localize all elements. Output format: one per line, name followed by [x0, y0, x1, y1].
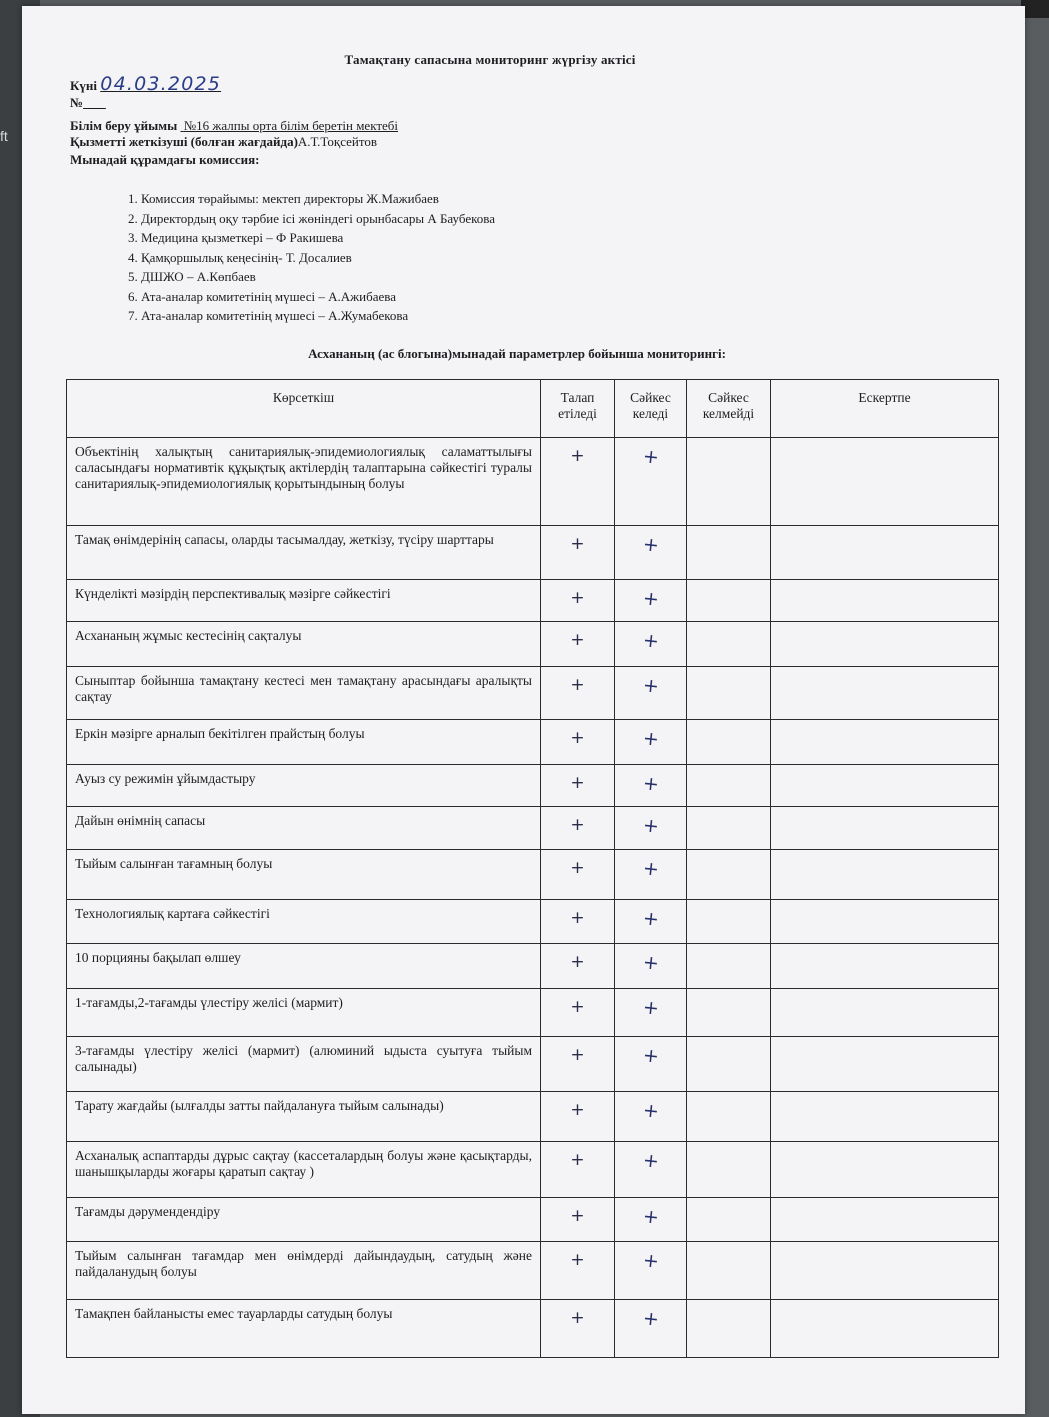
commission-member: 2. Директордың оқу тәрбие ісі жөніндегі орынбасары А Баубекова	[128, 210, 495, 226]
background-text-fragment: ft	[0, 128, 8, 144]
note-cell	[771, 807, 999, 850]
compliant-cell	[615, 1092, 687, 1142]
plus-mark: +	[570, 1206, 585, 1226]
compliant-cell	[615, 1300, 687, 1358]
compliant-cell	[615, 720, 687, 765]
table-row	[67, 438, 999, 526]
compliant-cell	[615, 900, 687, 944]
check-mark: +	[641, 727, 660, 751]
document-page	[22, 6, 1025, 1414]
plus-mark: +	[570, 675, 585, 695]
indicator-cell: Сыныптар бойынша тамақтану кестесі мен тамақтану арасындағы аралықты сақтау	[67, 667, 541, 720]
indicator-cell: Дайын өнімнің сапасы	[67, 807, 541, 850]
plus-mark: +	[570, 1308, 585, 1328]
indicator-cell: Асханалық аспаптарды дұрыс сақтау (кассеталардың болуы және қасықтарды, шанышқыларды жоғары қаратып сақтау )	[67, 1142, 541, 1198]
note-cell	[771, 944, 999, 989]
required-cell	[541, 1242, 615, 1300]
plus-mark: +	[570, 773, 585, 793]
plus-mark: +	[570, 1045, 585, 1065]
required-cell	[541, 580, 615, 622]
header-indicator: Көрсеткіш	[67, 380, 541, 438]
check-mark: +	[641, 1149, 660, 1173]
note-cell	[771, 720, 999, 765]
check-mark: +	[641, 445, 660, 469]
required-cell	[541, 438, 615, 526]
required-cell	[541, 1198, 615, 1242]
table-row	[67, 1142, 999, 1198]
noncompliant-cell	[687, 765, 771, 807]
plus-mark: +	[570, 728, 585, 748]
required-cell	[541, 1300, 615, 1358]
check-mark: +	[641, 951, 660, 975]
noncompliant-cell	[687, 1198, 771, 1242]
indicator-cell: Тарату жағдайы (ылғалды затты пайдалануға тыйым салынады)	[67, 1092, 541, 1142]
indicator-cell: 1-тағамды,2-тағамды үлестіру желісі (мармит)	[67, 989, 541, 1037]
noncompliant-cell	[687, 720, 771, 765]
school-value: №16 жалпы орта білім беретін мектебі	[183, 118, 399, 133]
table-row	[67, 765, 999, 807]
compliant-cell	[615, 1242, 687, 1300]
note-cell	[771, 622, 999, 667]
required-cell	[541, 900, 615, 944]
commission-member: 6. Ата-аналар комитетінің мүшесі – А.Ажибаева	[128, 288, 396, 304]
note-cell	[771, 900, 999, 944]
commission-member: 3. Медицина қызметкері – Ф Ракишева	[128, 230, 344, 245]
indicator-cell: Технологиялық картаға сәйкестігі	[67, 900, 541, 944]
noncompliant-cell	[687, 850, 771, 900]
compliant-cell	[615, 622, 687, 667]
plus-mark: +	[570, 997, 585, 1017]
indicator-cell: Ауыз су режимін ұйымдастыру	[67, 765, 541, 807]
required-cell	[541, 667, 615, 720]
plus-mark: +	[570, 588, 585, 608]
plus-mark: +	[570, 858, 585, 878]
check-mark: +	[641, 629, 660, 653]
check-mark: +	[641, 1044, 660, 1068]
school-label: Білім беру ұйымы	[70, 118, 178, 133]
noncompliant-cell	[687, 438, 771, 526]
table-row	[67, 1092, 999, 1142]
indicator-cell: Тыйым салынған тағамның болуы	[67, 850, 541, 900]
note-cell	[771, 1242, 999, 1300]
table-header-row	[67, 380, 999, 438]
noncompliant-cell	[687, 1092, 771, 1142]
indicator-cell: Объектінің халықтың санитариялық-эпидемиологиялық саламаттылығы саласындағы нормативтік құқықтық актілердің талаптарына сәйкестігі туралы санитариялық-эпидемиологиялық қорытындының болуы	[67, 438, 541, 526]
noncompliant-cell	[687, 1037, 771, 1092]
table-row	[67, 807, 999, 850]
document-title: Тамақтану сапасына мониторинг жүргізу актісі	[344, 52, 636, 67]
commission-member: 1. Комиссия төрайымы: мектеп директоры Ж.Мажибаев	[128, 191, 439, 206]
header-required: Талап етіледі	[541, 380, 615, 438]
noncompliant-cell	[687, 989, 771, 1037]
table-row	[67, 850, 999, 900]
note-cell	[771, 1037, 999, 1092]
noncompliant-cell	[687, 900, 771, 944]
note-cell	[771, 667, 999, 720]
note-cell	[771, 989, 999, 1037]
check-mark: +	[641, 814, 660, 838]
header-note: Ескертпе	[771, 380, 999, 438]
plus-mark: +	[570, 1150, 585, 1170]
table-row	[67, 1198, 999, 1242]
required-cell	[541, 989, 615, 1037]
check-mark: +	[641, 996, 660, 1020]
table-row	[67, 944, 999, 989]
required-cell	[541, 944, 615, 989]
plus-mark: +	[570, 1250, 585, 1270]
noncompliant-cell	[687, 580, 771, 622]
compliant-cell	[615, 526, 687, 580]
compliant-cell	[615, 807, 687, 850]
note-cell	[771, 1198, 999, 1242]
plus-mark: +	[570, 1100, 585, 1120]
required-cell	[541, 1092, 615, 1142]
noncompliant-cell	[687, 944, 771, 989]
table-row	[67, 526, 999, 580]
indicator-cell: 3-тағамды үлестіру желісі (мармит) (алюминий ыдыста суытуға тыйым салынады)	[67, 1037, 541, 1092]
table-row	[67, 1300, 999, 1358]
header-compliant: Сәйкес келеді	[615, 380, 687, 438]
plus-mark: +	[570, 815, 585, 835]
indicator-cell: Тамақпен байланысты емес тауарларды сатудың болуы	[67, 1300, 541, 1358]
noncompliant-cell	[687, 622, 771, 667]
indicator-cell: Күнделікті мәзірдің перспективалық мәзірге сәйкестігі	[67, 580, 541, 622]
compliant-cell	[615, 1142, 687, 1198]
table-row	[67, 720, 999, 765]
note-cell	[771, 850, 999, 900]
check-mark: +	[641, 1249, 660, 1273]
compliant-cell	[615, 667, 687, 720]
compliant-cell	[615, 580, 687, 622]
compliant-cell	[615, 944, 687, 989]
note-cell	[771, 1092, 999, 1142]
plus-mark: +	[570, 908, 585, 928]
check-mark: +	[641, 857, 660, 881]
note-cell	[771, 580, 999, 622]
compliant-cell	[615, 989, 687, 1037]
check-mark: +	[641, 674, 660, 698]
date-label: Күні	[70, 78, 98, 93]
date-line	[70, 73, 222, 95]
required-cell	[541, 622, 615, 667]
table-row	[67, 622, 999, 667]
required-cell	[541, 1142, 615, 1198]
required-cell	[541, 1037, 615, 1092]
indicator-cell: Тамақ өнімдерінің сапасы, оларды тасымалдау, жеткізу, түсіру шарттары	[67, 526, 541, 580]
table-row	[67, 1037, 999, 1092]
check-mark: +	[641, 1099, 660, 1123]
noncompliant-cell	[687, 1300, 771, 1358]
number-label: №	[70, 95, 84, 110]
noncompliant-cell	[687, 667, 771, 720]
header-noncompliant: Сәйкес келмейді	[687, 380, 771, 438]
commission-members	[128, 189, 495, 326]
supplier-line	[70, 134, 377, 150]
monitoring-subtitle: Асхананың (ас блогына)мынадай параметрлер бойынша мониторингі:	[308, 346, 726, 361]
supplier-value: А.Т.Тоқсейтов	[297, 134, 378, 149]
required-cell	[541, 765, 615, 807]
note-cell	[771, 1300, 999, 1358]
compliant-cell	[615, 850, 687, 900]
check-mark: +	[641, 587, 660, 611]
required-cell	[541, 526, 615, 580]
noncompliant-cell	[687, 1242, 771, 1300]
compliant-cell	[615, 1037, 687, 1092]
noncompliant-cell	[687, 807, 771, 850]
commission-member: 4. Қамқоршылық кеңесінің- Т. Досалиев	[128, 249, 352, 265]
indicator-cell: Тыйым салынған тағамдар мен өнімдерді дайындаудың, сатудың және пайдаланудың болуы	[67, 1242, 541, 1300]
table-row	[67, 900, 999, 944]
supplier-label: Қызметті жеткізуші (болған жағдайда)	[70, 134, 298, 149]
indicator-cell: Еркін мәзірге арналып бекітілген прайстың болуы	[67, 720, 541, 765]
compliant-cell	[615, 1198, 687, 1242]
compliant-cell	[615, 438, 687, 526]
background-corner	[1021, 0, 1049, 18]
note-cell	[771, 765, 999, 807]
check-mark: +	[641, 907, 660, 931]
indicator-cell: Тағамды дәрумендендіру	[67, 1198, 541, 1242]
number-line	[70, 95, 106, 111]
table-row	[67, 580, 999, 622]
indicator-cell: 10 порцияны бақылап өлшеу	[67, 944, 541, 989]
commission-member: 7. Ата-аналар комитетінің мүшесі – А.Жумабекова	[128, 308, 409, 323]
plus-mark: +	[570, 952, 585, 972]
indicator-cell: Асхананың жұмыс кестесінің сақталуы	[67, 622, 541, 667]
required-cell	[541, 807, 615, 850]
plus-mark: +	[570, 446, 585, 466]
noncompliant-cell	[687, 526, 771, 580]
compliant-cell	[615, 765, 687, 807]
monitoring-table	[66, 379, 999, 1358]
noncompliant-cell	[687, 1142, 771, 1198]
check-mark: +	[641, 1205, 660, 1229]
table-row	[67, 667, 999, 720]
note-cell	[771, 438, 999, 526]
check-mark: +	[641, 533, 660, 557]
note-cell	[771, 526, 999, 580]
date-value: 04.03.2025	[100, 73, 222, 95]
plus-mark: +	[570, 534, 585, 554]
required-cell	[541, 850, 615, 900]
table-row	[67, 1242, 999, 1300]
table-row	[67, 989, 999, 1037]
commission-label: Мынадай құрамдағы комиссия:	[70, 152, 260, 167]
plus-mark: +	[570, 630, 585, 650]
school-line	[70, 118, 398, 134]
check-mark: +	[641, 772, 660, 796]
check-mark: +	[641, 1307, 660, 1331]
commission-member: 5. ДШЖО – А.Көпбаев	[128, 269, 256, 284]
required-cell	[541, 720, 615, 765]
date-value-field	[100, 73, 222, 95]
note-cell	[771, 1142, 999, 1198]
